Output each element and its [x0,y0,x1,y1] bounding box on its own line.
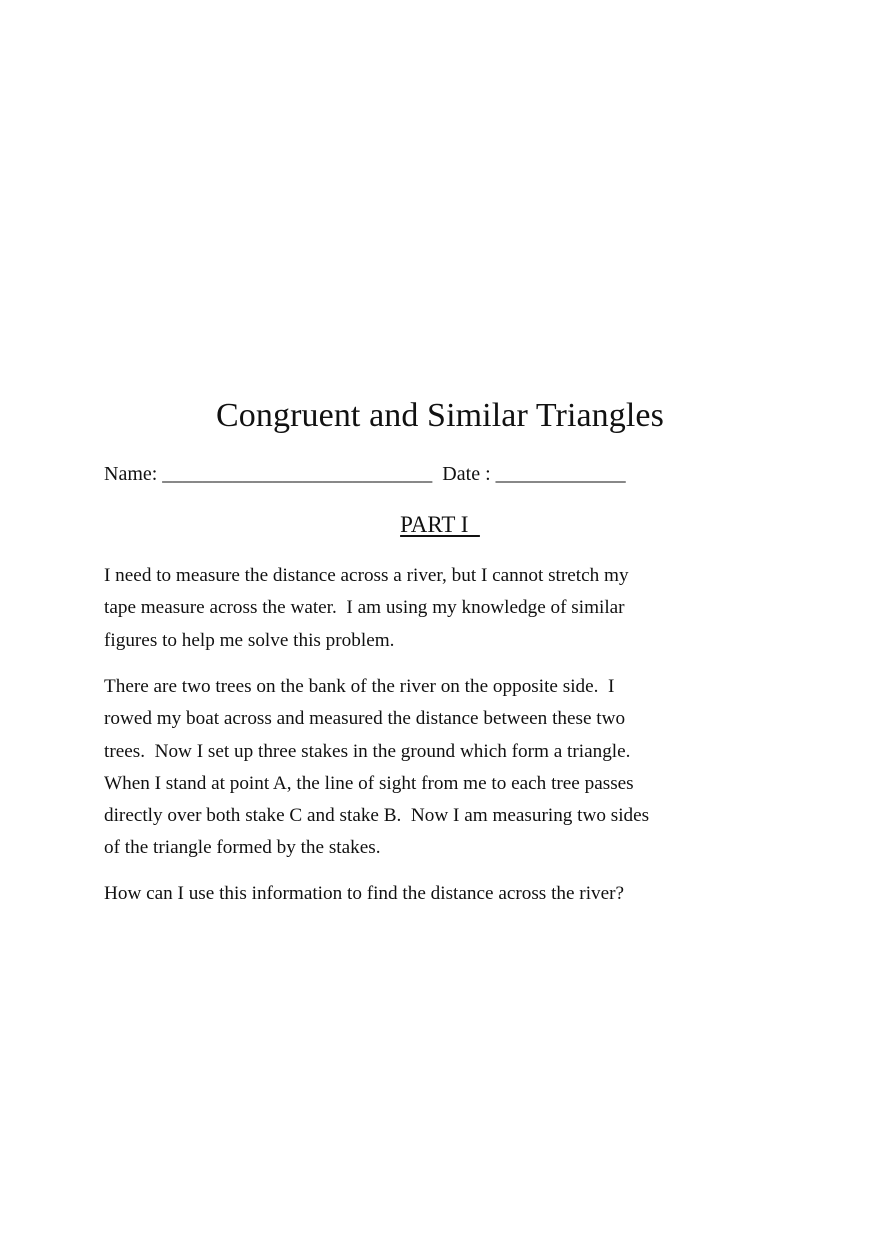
paragraph-line: There are two trees on the bank of the river on the opposite side. I [104,676,615,697]
paragraph-line: rowed my boat across and measured the distance between these two [104,708,626,730]
paragraph-line: How can I use this information to find the distance across the river? [104,883,625,904]
paragraph-line: When I stand at point A, the line of sight from me to each tree passes [104,772,634,794]
part-heading: PART I [400,512,480,537]
paragraph-setup [104,671,704,865]
paragraph-intro [104,560,704,657]
paragraph-line: of the triangle formed by the stakes. [104,837,381,859]
paragraph-line: trees. Now I set up three stakes in the ground which form a triangle. [104,740,631,762]
paragraph-line: tape measure across the water. I am using my knowledge of similar [104,597,625,619]
name-date-line: Name: ___________________________ Date : _____________ [104,463,626,485]
paragraph-line: figures to help me solve this problem. [104,629,395,651]
paragraph-line: directly over both stake C and stake B. Now I am measuring two sides [104,805,650,827]
paragraph-question [104,878,704,910]
paragraph-line: I need to measure the distance across a river, but I cannot stretch my [104,565,629,586]
page-title: Congruent and Similar Triangles [216,397,664,434]
